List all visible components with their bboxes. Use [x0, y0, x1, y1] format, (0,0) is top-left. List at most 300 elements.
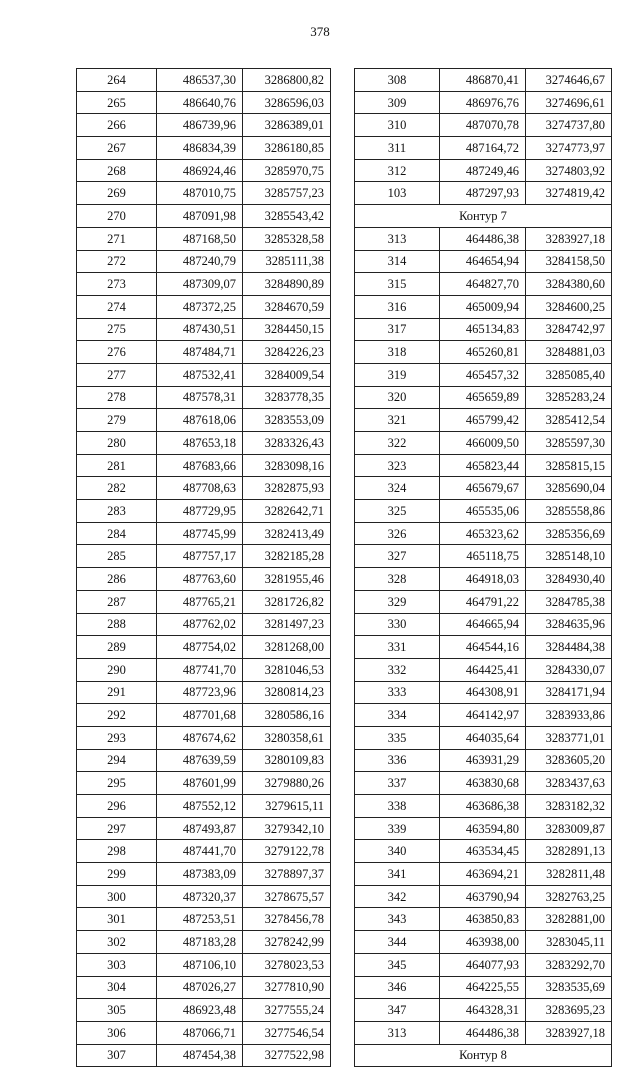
point-number: 289 — [77, 636, 157, 659]
point-number: 340 — [355, 840, 440, 863]
x-coordinate: 487762,02 — [157, 613, 243, 636]
y-coordinate: 3281955,46 — [243, 568, 331, 591]
point-number: 326 — [355, 522, 440, 545]
x-coordinate: 487765,21 — [157, 590, 243, 613]
table-row — [77, 91, 331, 114]
table-row — [355, 840, 612, 863]
x-coordinate: 465323,62 — [440, 522, 526, 545]
x-coordinate: 465679,67 — [440, 477, 526, 500]
y-coordinate: 3284450,15 — [243, 318, 331, 341]
x-coordinate: 464035,64 — [440, 726, 526, 749]
table-row — [355, 636, 612, 659]
x-coordinate: 487754,02 — [157, 636, 243, 659]
table-row — [77, 772, 331, 795]
contour-label: Контур 8 — [355, 1044, 612, 1067]
x-coordinate: 487674,62 — [157, 726, 243, 749]
point-number: 309 — [355, 91, 440, 114]
point-number: 298 — [77, 840, 157, 863]
table-row — [77, 999, 331, 1022]
y-coordinate: 3283045,11 — [526, 931, 612, 954]
y-coordinate: 3282763,25 — [526, 885, 612, 908]
point-number: 314 — [355, 250, 440, 273]
table-row — [355, 726, 612, 749]
table-row — [77, 817, 331, 840]
y-coordinate: 3283535,69 — [526, 976, 612, 999]
y-coordinate: 3274773,97 — [526, 137, 612, 160]
x-coordinate: 487741,70 — [157, 658, 243, 681]
x-coordinate: 465118,75 — [440, 545, 526, 568]
table-row — [355, 522, 612, 545]
y-coordinate: 3283695,23 — [526, 999, 612, 1022]
y-coordinate: 3279342,10 — [243, 817, 331, 840]
x-coordinate: 464225,55 — [440, 976, 526, 999]
y-coordinate: 3279880,26 — [243, 772, 331, 795]
point-number: 305 — [77, 999, 157, 1022]
table-row — [355, 953, 612, 976]
y-coordinate: 3283605,20 — [526, 749, 612, 772]
contour-label: Контур 7 — [355, 205, 612, 228]
table-row — [355, 795, 612, 818]
table-row — [77, 681, 331, 704]
y-coordinate: 3283326,43 — [243, 432, 331, 455]
table-row — [355, 69, 612, 92]
x-coordinate: 465260,81 — [440, 341, 526, 364]
table-row — [77, 908, 331, 931]
x-coordinate: 487639,59 — [157, 749, 243, 772]
table-row — [355, 1021, 612, 1044]
point-number: 304 — [77, 976, 157, 999]
point-number: 312 — [355, 159, 440, 182]
x-coordinate: 487757,17 — [157, 545, 243, 568]
y-coordinate: 3284670,59 — [243, 295, 331, 318]
y-coordinate: 3278675,57 — [243, 885, 331, 908]
table-row — [355, 545, 612, 568]
y-coordinate: 3274819,42 — [526, 182, 612, 205]
y-coordinate: 3286800,82 — [243, 69, 331, 92]
point-number: 300 — [77, 885, 157, 908]
point-number: 268 — [77, 159, 157, 182]
y-coordinate: 3283009,87 — [526, 817, 612, 840]
x-coordinate: 464665,94 — [440, 613, 526, 636]
y-coordinate: 3283927,18 — [526, 227, 612, 250]
y-coordinate: 3281046,53 — [243, 658, 331, 681]
x-coordinate: 487066,71 — [157, 1021, 243, 1044]
point-number: 307 — [77, 1044, 157, 1067]
x-coordinate: 487026,27 — [157, 976, 243, 999]
point-number: 322 — [355, 432, 440, 455]
point-number: 303 — [77, 953, 157, 976]
x-coordinate: 464328,31 — [440, 999, 526, 1022]
y-coordinate: 3282811,48 — [526, 863, 612, 886]
table-row — [355, 817, 612, 840]
x-coordinate: 486870,41 — [440, 69, 526, 92]
point-number: 266 — [77, 114, 157, 137]
y-coordinate: 3285543,42 — [243, 205, 331, 228]
point-number: 319 — [355, 363, 440, 386]
y-coordinate: 3277522,98 — [243, 1044, 331, 1067]
point-number: 313 — [355, 1021, 440, 1044]
y-coordinate: 3284930,40 — [526, 568, 612, 591]
table-row — [77, 726, 331, 749]
contour-header-row — [355, 1044, 612, 1067]
y-coordinate: 3274696,61 — [526, 91, 612, 114]
y-coordinate: 3284600,25 — [526, 295, 612, 318]
point-number: 271 — [77, 227, 157, 250]
point-number: 270 — [77, 205, 157, 228]
point-number: 282 — [77, 477, 157, 500]
point-number: 285 — [77, 545, 157, 568]
y-coordinate: 3283771,01 — [526, 726, 612, 749]
y-coordinate: 3278897,37 — [243, 863, 331, 886]
table-row — [355, 500, 612, 523]
x-coordinate: 487240,79 — [157, 250, 243, 273]
table-row — [77, 250, 331, 273]
table-row — [355, 885, 612, 908]
table-row — [77, 69, 331, 92]
point-number: 299 — [77, 863, 157, 886]
x-coordinate: 486923,48 — [157, 999, 243, 1022]
x-coordinate: 464827,70 — [440, 273, 526, 296]
table-row — [77, 137, 331, 160]
table-row — [77, 704, 331, 727]
table-row — [355, 432, 612, 455]
y-coordinate: 3284330,07 — [526, 658, 612, 681]
table-row — [355, 318, 612, 341]
table-row — [355, 931, 612, 954]
x-coordinate: 487320,37 — [157, 885, 243, 908]
point-number: 313 — [355, 227, 440, 250]
y-coordinate: 3284226,23 — [243, 341, 331, 364]
table-row — [77, 795, 331, 818]
y-coordinate: 3277555,24 — [243, 999, 331, 1022]
x-coordinate: 487441,70 — [157, 840, 243, 863]
table-row — [77, 454, 331, 477]
x-coordinate: 487532,41 — [157, 363, 243, 386]
point-number: 294 — [77, 749, 157, 772]
y-coordinate: 3282881,00 — [526, 908, 612, 931]
y-coordinate: 3283778,35 — [243, 386, 331, 409]
y-coordinate: 3285757,23 — [243, 182, 331, 205]
table-row — [77, 114, 331, 137]
point-number: 343 — [355, 908, 440, 931]
x-coordinate: 463850,83 — [440, 908, 526, 931]
point-number: 324 — [355, 477, 440, 500]
point-number: 333 — [355, 681, 440, 704]
y-coordinate: 3277810,90 — [243, 976, 331, 999]
point-number: 331 — [355, 636, 440, 659]
point-number: 284 — [77, 522, 157, 545]
x-coordinate: 486640,76 — [157, 91, 243, 114]
y-coordinate: 3285412,54 — [526, 409, 612, 432]
point-number: 334 — [355, 704, 440, 727]
point-number: 288 — [77, 613, 157, 636]
table-row — [355, 386, 612, 409]
x-coordinate: 463534,45 — [440, 840, 526, 863]
table-row — [77, 1044, 331, 1067]
x-coordinate: 465535,06 — [440, 500, 526, 523]
y-coordinate: 3282891,13 — [526, 840, 612, 863]
point-number: 292 — [77, 704, 157, 727]
table-row — [355, 159, 612, 182]
y-coordinate: 3274646,67 — [526, 69, 612, 92]
table-row — [355, 999, 612, 1022]
table-row — [77, 500, 331, 523]
table-row — [77, 976, 331, 999]
x-coordinate: 487763,60 — [157, 568, 243, 591]
point-number: 295 — [77, 772, 157, 795]
table-row — [355, 749, 612, 772]
y-coordinate: 3278023,53 — [243, 953, 331, 976]
point-number: 347 — [355, 999, 440, 1022]
point-number: 323 — [355, 454, 440, 477]
table-row — [77, 205, 331, 228]
point-number: 286 — [77, 568, 157, 591]
table-row — [77, 159, 331, 182]
point-number: 277 — [77, 363, 157, 386]
x-coordinate: 463938,00 — [440, 931, 526, 954]
x-coordinate: 463686,38 — [440, 795, 526, 818]
x-coordinate: 487454,38 — [157, 1044, 243, 1067]
x-coordinate: 487253,51 — [157, 908, 243, 931]
point-number: 318 — [355, 341, 440, 364]
y-coordinate: 3283098,16 — [243, 454, 331, 477]
x-coordinate: 487430,51 — [157, 318, 243, 341]
contour-header-row — [355, 205, 612, 228]
y-coordinate: 3282185,28 — [243, 545, 331, 568]
point-number: 267 — [77, 137, 157, 160]
coordinates-table-left — [76, 68, 331, 1067]
point-number: 290 — [77, 658, 157, 681]
x-coordinate: 464077,93 — [440, 953, 526, 976]
point-number: 279 — [77, 409, 157, 432]
x-coordinate: 487070,78 — [440, 114, 526, 137]
x-coordinate: 463594,80 — [440, 817, 526, 840]
table-row — [77, 341, 331, 364]
y-coordinate: 3283553,09 — [243, 409, 331, 432]
point-number: 272 — [77, 250, 157, 273]
table-row — [77, 295, 331, 318]
point-number: 316 — [355, 295, 440, 318]
table-row — [355, 273, 612, 296]
x-coordinate: 487010,75 — [157, 182, 243, 205]
y-coordinate: 3285558,86 — [526, 500, 612, 523]
y-coordinate: 3285283,24 — [526, 386, 612, 409]
point-number: 328 — [355, 568, 440, 591]
x-coordinate: 486924,46 — [157, 159, 243, 182]
y-coordinate: 3279615,11 — [243, 795, 331, 818]
table-row — [355, 182, 612, 205]
x-coordinate: 464425,41 — [440, 658, 526, 681]
x-coordinate: 487183,28 — [157, 931, 243, 954]
y-coordinate: 3284158,50 — [526, 250, 612, 273]
table-row — [77, 658, 331, 681]
table-row — [355, 863, 612, 886]
point-number: 330 — [355, 613, 440, 636]
point-number: 274 — [77, 295, 157, 318]
y-coordinate: 3279122,78 — [243, 840, 331, 863]
y-coordinate: 3284484,38 — [526, 636, 612, 659]
point-number: 342 — [355, 885, 440, 908]
y-coordinate: 3274737,80 — [526, 114, 612, 137]
table-row — [355, 658, 612, 681]
y-coordinate: 3285970,75 — [243, 159, 331, 182]
page-number: 378 — [310, 24, 330, 39]
x-coordinate: 487091,98 — [157, 205, 243, 228]
table-row — [77, 931, 331, 954]
point-number: 345 — [355, 953, 440, 976]
x-coordinate: 487297,93 — [440, 182, 526, 205]
point-number: 306 — [77, 1021, 157, 1044]
y-coordinate: 3284380,60 — [526, 273, 612, 296]
table-row — [77, 840, 331, 863]
y-coordinate: 3280109,83 — [243, 749, 331, 772]
y-coordinate: 3283927,18 — [526, 1021, 612, 1044]
y-coordinate: 3284009,54 — [243, 363, 331, 386]
point-number: 336 — [355, 749, 440, 772]
y-coordinate: 3282413,49 — [243, 522, 331, 545]
point-number: 301 — [77, 908, 157, 931]
y-coordinate: 3281726,82 — [243, 590, 331, 613]
y-coordinate: 3283437,63 — [526, 772, 612, 795]
y-coordinate: 3282642,71 — [243, 500, 331, 523]
y-coordinate: 3285815,15 — [526, 454, 612, 477]
point-number: 321 — [355, 409, 440, 432]
x-coordinate: 487745,99 — [157, 522, 243, 545]
point-number: 344 — [355, 931, 440, 954]
table-row — [355, 590, 612, 613]
y-coordinate: 3285356,69 — [526, 522, 612, 545]
y-coordinate: 3284881,03 — [526, 341, 612, 364]
table-row — [77, 182, 331, 205]
y-coordinate: 3274803,92 — [526, 159, 612, 182]
x-coordinate: 487372,25 — [157, 295, 243, 318]
point-number: 273 — [77, 273, 157, 296]
x-coordinate: 487729,95 — [157, 500, 243, 523]
x-coordinate: 464791,22 — [440, 590, 526, 613]
y-coordinate: 3283182,32 — [526, 795, 612, 818]
y-coordinate: 3285690,04 — [526, 477, 612, 500]
x-coordinate: 465799,42 — [440, 409, 526, 432]
y-coordinate: 3280586,16 — [243, 704, 331, 727]
table-row — [355, 409, 612, 432]
x-coordinate: 486537,30 — [157, 69, 243, 92]
table-row — [77, 613, 331, 636]
point-number: 337 — [355, 772, 440, 795]
y-coordinate: 3284171,94 — [526, 681, 612, 704]
table-row — [77, 568, 331, 591]
table-row — [77, 477, 331, 500]
table-row — [355, 363, 612, 386]
x-coordinate: 464142,97 — [440, 704, 526, 727]
y-coordinate: 3285111,38 — [243, 250, 331, 273]
y-coordinate: 3286389,01 — [243, 114, 331, 137]
x-coordinate: 487309,07 — [157, 273, 243, 296]
table-row — [77, 1021, 331, 1044]
table-row — [77, 590, 331, 613]
point-number: 280 — [77, 432, 157, 455]
point-number: 302 — [77, 931, 157, 954]
x-coordinate: 486976,76 — [440, 91, 526, 114]
table-row — [77, 409, 331, 432]
point-number: 338 — [355, 795, 440, 818]
y-coordinate: 3280358,61 — [243, 726, 331, 749]
x-coordinate: 487493,87 — [157, 817, 243, 840]
x-coordinate: 487683,66 — [157, 454, 243, 477]
point-number: 293 — [77, 726, 157, 749]
x-coordinate: 487701,68 — [157, 704, 243, 727]
point-number: 275 — [77, 318, 157, 341]
table-row — [77, 885, 331, 908]
y-coordinate: 3285148,10 — [526, 545, 612, 568]
x-coordinate: 466009,50 — [440, 432, 526, 455]
point-number: 276 — [77, 341, 157, 364]
y-coordinate: 3285597,30 — [526, 432, 612, 455]
point-number: 332 — [355, 658, 440, 681]
point-number: 325 — [355, 500, 440, 523]
x-coordinate: 487708,63 — [157, 477, 243, 500]
coordinates-table-right — [354, 68, 612, 1067]
table-row — [355, 613, 612, 636]
y-coordinate: 3284635,96 — [526, 613, 612, 636]
y-coordinate: 3284890,89 — [243, 273, 331, 296]
point-number: 264 — [77, 69, 157, 92]
table-row — [355, 772, 612, 795]
table-row — [355, 681, 612, 704]
y-coordinate: 3282875,93 — [243, 477, 331, 500]
point-number: 297 — [77, 817, 157, 840]
y-coordinate: 3281268,00 — [243, 636, 331, 659]
x-coordinate: 464654,94 — [440, 250, 526, 273]
x-coordinate: 487164,72 — [440, 137, 526, 160]
table-row — [355, 976, 612, 999]
x-coordinate: 487552,12 — [157, 795, 243, 818]
y-coordinate: 3285328,58 — [243, 227, 331, 250]
table-row — [77, 545, 331, 568]
point-number: 291 — [77, 681, 157, 704]
x-coordinate: 464486,38 — [440, 1021, 526, 1044]
table-row — [77, 636, 331, 659]
point-number: 335 — [355, 726, 440, 749]
table-row — [355, 704, 612, 727]
table-row — [77, 749, 331, 772]
x-coordinate: 464486,38 — [440, 227, 526, 250]
x-coordinate: 465823,44 — [440, 454, 526, 477]
x-coordinate: 487249,46 — [440, 159, 526, 182]
table-row — [355, 250, 612, 273]
point-number: 327 — [355, 545, 440, 568]
x-coordinate: 486739,96 — [157, 114, 243, 137]
x-coordinate: 487484,71 — [157, 341, 243, 364]
x-coordinate: 464918,03 — [440, 568, 526, 591]
x-coordinate: 463931,29 — [440, 749, 526, 772]
point-number: 317 — [355, 318, 440, 341]
x-coordinate: 487168,50 — [157, 227, 243, 250]
table-row — [77, 863, 331, 886]
x-coordinate: 465457,32 — [440, 363, 526, 386]
table-row — [355, 568, 612, 591]
point-number: 296 — [77, 795, 157, 818]
point-number: 320 — [355, 386, 440, 409]
x-coordinate: 465134,83 — [440, 318, 526, 341]
point-number: 283 — [77, 500, 157, 523]
y-coordinate: 3283933,86 — [526, 704, 612, 727]
table-row — [355, 227, 612, 250]
table-row — [355, 454, 612, 477]
y-coordinate: 3284785,38 — [526, 590, 612, 613]
x-coordinate: 463694,21 — [440, 863, 526, 886]
table-row — [355, 477, 612, 500]
table-row — [77, 318, 331, 341]
